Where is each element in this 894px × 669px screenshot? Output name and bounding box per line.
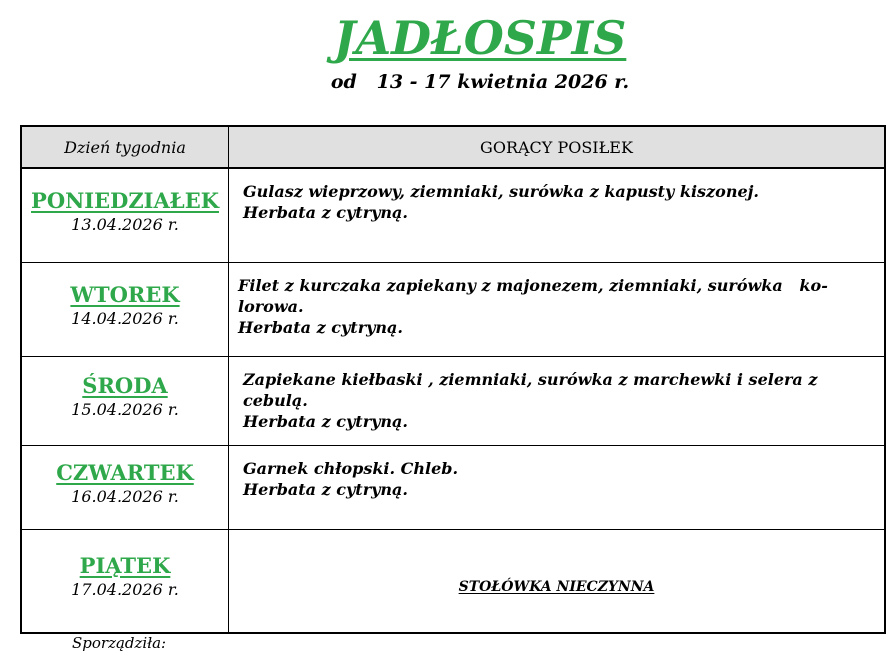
day-name: ŚRODA (82, 373, 168, 398)
day-date: 16.04.2026 r. (71, 486, 179, 506)
canteen-closed-notice: STOŁÓWKA NIECZYNNA (458, 579, 655, 595)
day-name: WTOREK (70, 281, 180, 307)
header-day-column: Dzień tygodnia (22, 127, 229, 169)
day-name: CZWARTEK (56, 459, 194, 485)
meal-line: cebulą. (243, 391, 308, 410)
date-range-subtitle: od 13 - 17 kwietnia 2026 r. (330, 71, 630, 93)
day-date: 14.04.2026 r. (71, 308, 179, 328)
meal-cell-monday (229, 169, 884, 263)
day-name: PONIEDZIAŁEK (31, 187, 219, 213)
meal-line: Gulasz wieprzowy, ziemniaki, surówka z kapusty kiszonej. (243, 182, 759, 201)
meal-line: Zapiekane kiełbaski , ziemniaki, surówka z marchewki i selera z (243, 370, 818, 389)
meal-cell-thursday (229, 446, 884, 530)
meal-line: Herbata z cytryną. (243, 480, 408, 499)
meal-line: Herbata z cytryną. (238, 318, 403, 337)
page-title: JADŁOSPIS (333, 11, 627, 65)
day-cell-thursday (22, 446, 229, 530)
meal-line: Garnek chłopski. Chleb. (243, 459, 459, 478)
meal-cell-tuesday (229, 263, 884, 357)
day-date: 17.04.2026 r. (71, 580, 179, 599)
meal-line: lorowa. (238, 297, 304, 316)
meal-cell-wednesday (229, 357, 884, 446)
day-cell-friday (22, 530, 229, 632)
day-date: 15.04.2026 r. (71, 400, 179, 419)
day-date: 13.04.2026 r. (71, 214, 179, 234)
menu-table (20, 125, 886, 634)
meal-line: Herbata z cytryną. (243, 412, 408, 431)
day-name: PIĄTEK (79, 553, 171, 578)
day-cell-wednesday (22, 357, 229, 446)
header-hot-meal-column: GORĄCY POSIŁEK (229, 127, 884, 169)
meal-line: Herbata z cytryną. (243, 203, 408, 222)
prepared-by-label: Sporządziła: (72, 634, 167, 652)
day-cell-monday (22, 169, 229, 263)
day-cell-tuesday (22, 263, 229, 357)
meal-cell-friday (229, 530, 884, 632)
meal-line: Filet z kurczaka zapiekany z majonezem, ziemniaki, surówka ko- (238, 276, 828, 295)
